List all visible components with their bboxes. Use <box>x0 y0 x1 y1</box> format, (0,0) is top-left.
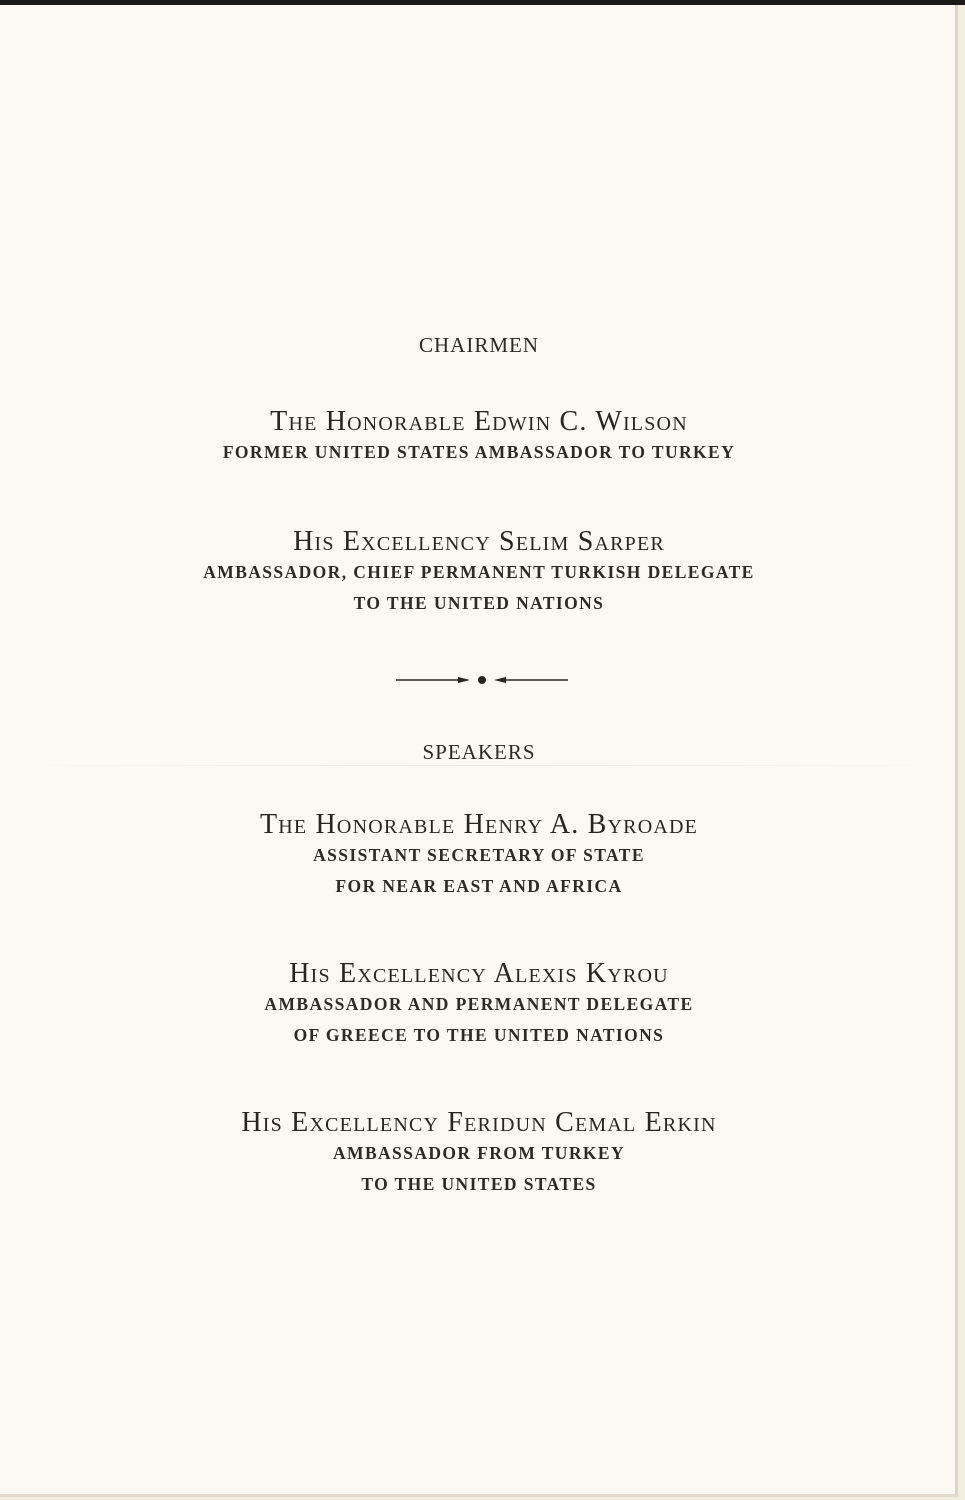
speaker-title-line: AMBASSADOR FROM TURKEY <box>332 1143 626 1163</box>
speaker-name: His Excellency Feridun Cemal Erkin <box>241 1107 717 1138</box>
chairman-entry <box>0 407 958 468</box>
speaker-name: His Excellency Alexis Kyrou <box>289 958 669 989</box>
chairman-entry <box>0 527 958 619</box>
speaker-name: The Honorable Henry A. Byroade <box>259 809 699 840</box>
chairman-title-line: AMBASSADOR, CHIEF PERMANENT TURKISH DELEGATE <box>203 562 755 582</box>
speaker-title-line: OF GREECE TO THE UNITED NATIONS <box>293 1025 665 1045</box>
speaker-entry <box>0 959 958 1051</box>
speakers-heading: SPEAKERS <box>422 740 536 764</box>
speaker-entry <box>0 1108 958 1200</box>
speaker-title-line: TO THE UNITED STATES <box>361 1174 597 1194</box>
speaker-title-line: FOR NEAR EAST AND AFRICA <box>335 876 623 896</box>
chairman-name: The Honorable Edwin C. Wilson <box>270 406 688 437</box>
chairman-name: His Excellency Selim Sarper <box>293 526 665 557</box>
speaker-title-line: ASSISTANT SECRETARY OF STATE <box>313 845 645 865</box>
speaker-title-line: AMBASSADOR AND PERMANENT DELEGATE <box>264 994 694 1014</box>
chairman-title-line: TO THE UNITED NATIONS <box>353 593 605 613</box>
chairman-title-line: FORMER UNITED STATES AMBASSADOR TO TURKEY <box>222 442 736 462</box>
program-page <box>0 5 958 1497</box>
page-fold-line <box>0 765 958 766</box>
ornamental-rule-icon <box>396 673 568 687</box>
speaker-entry <box>0 810 958 902</box>
chairmen-heading: CHAIRMEN <box>418 333 539 357</box>
